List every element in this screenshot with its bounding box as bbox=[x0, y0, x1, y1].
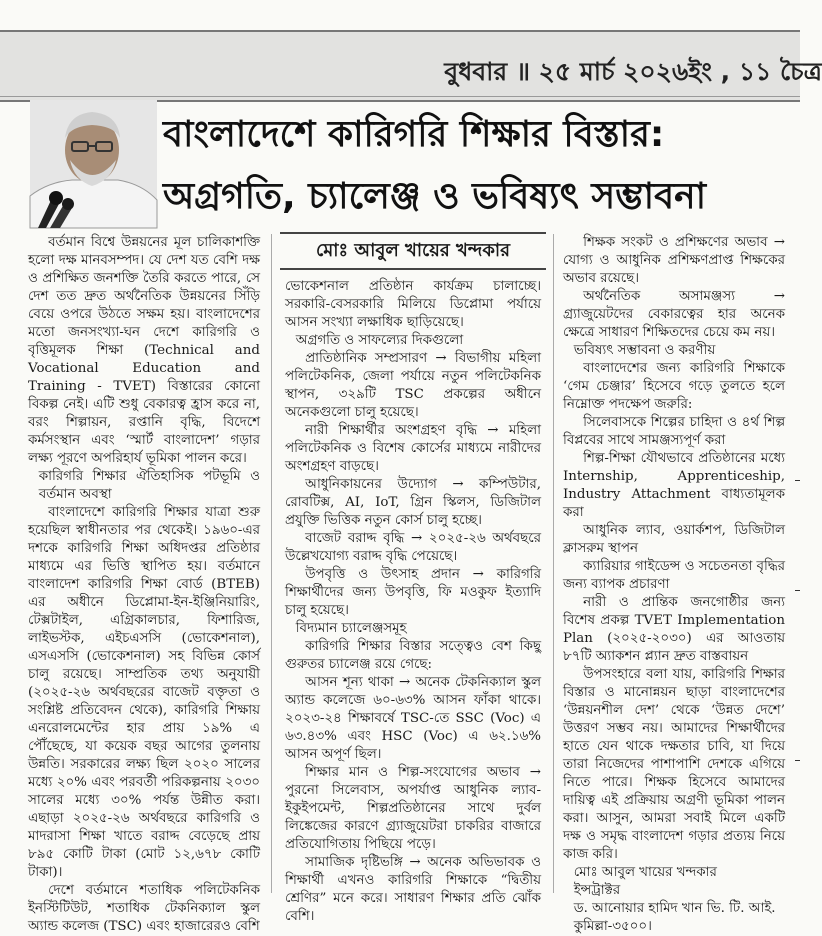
list-item: আধুনিক ল্যাব, ওয়ার্কশপ, ডিজিটাল ক্লাসরুম স্থাপন bbox=[563, 523, 785, 556]
author-portrait-image bbox=[30, 100, 157, 228]
paragraph: বাংলাদেশে কারিগরি শিক্ষার যাত্রা শুরু হয়েছিল স্বাধীনতার পর থেকেই। ১৯৬০-এর দশকে কারিগরি শিক্ষা অধিদপ্তর প্রতিষ্ঠার মাধ্যমে এর ভিত্তি স্থাপিত হয়। বর্তমানে বাংলাদেশ কারিগরি শিক্ষা বোর্ড (BTEB) এর অধীনে ডিপ্লোমা-ইন-ইঞ্জিনিয়ারিং, টেক্সটাইল, এগ্রিকালচার, ফিশারিজ, লাইভস্টক, এইচএসসি (ভোকেশনাল), এসএসসি (ভোকেশনাল) সহ বিভিন্ন কোর্স চালু রয়েছে। সাম্প্রতিক তথ্য অনুযায়ী (২০২৫-২৬ অর্থবছরের বাজেট বক্তৃতা ও সংশ্লিষ্ট প্রতিবেদন থেকে), কারিগরি শিক্ষায় এনরোলমেন্টের হার প্রায় ১৯% এ পৌঁছেছে, যা কয়েক বছর আগের তুলনায় উন্নতি। সরকারের লক্ষ্য ছিল ২০২০ সালের মধ্যে ২০% এবং পরবর্তী পরিকল্পনায় ২০৩০ সালের মধ্যে ৩০% পর্যন্ত উন্নীত করা। এছাড়া ২০২৫-২৬ অর্থবছরে কারিগরি ও মাদরাসা শিক্ষা খাতে বরাদ্দ বেড়েছে প্রায় ৮৯৫ কোটি টাকা (মোট ১২,৬৭৮ কোটি টাকা)। bbox=[28, 505, 260, 880]
section-subheading: অগ্রগতি ও সাফল্যের দিকগুলো bbox=[295, 333, 464, 348]
column-divider bbox=[553, 234, 554, 893]
list-item: সিলেবাসকে শিল্পের চাহিদা ও ৪র্থ শিল্প বিপ্লবের সাথে সামঞ্জস্যপূর্ণ করা bbox=[563, 415, 785, 448]
page-edge-mark bbox=[795, 480, 800, 481]
list-item: শিক্ষার মান ও শিল্প-সংযোগের অভাব → পুরনো সিলেবাস, অপর্যাপ্ত আধুনিক ল্যাব-ইকুইপমেন্ট, শিল্পপ্রতিষ্ঠানের সাথে দুর্বল লিঙ্কেজের কারণে গ্র্যাজুয়েটরা চাকরির বাজারে প্রতিযোগিতায় পিছিয়ে পড়ে। bbox=[285, 765, 541, 852]
paragraph: বর্তমান বিশ্বে উন্নয়নের মূল চালিকাশক্তি হলো দক্ষ মানবসম্পদ। যে দেশ যত বেশি দক্ষ ও প্রশিক্ষিত জনশক্তি তৈরি করতে পারে, সে দেশ তত দ্রুত অর্থনৈতিক উন্নয়নের সিঁড়ি বেয়ে ওপরে উঠতে সক্ষম হয়। বাংলাদেশের মতো জনসংখ্যা-ঘন দেশে কারিগরি ও বৃত্তিমূলক শিক্ষা (Technical and Vocational Education and Training - TVET) বিস্তারের কোনো বিকল্প নেই। এটি শুধু বেকারত্ব হ্রাস করে না, বরং শিল্পায়ন, রপ্তানি বৃদ্ধি, বিদেশে কর্মসংস্থান এবং ‘স্মার্ট বাংলাদেশ’ গড়ার লক্ষ্য পূরণে অপরিহার্য ভূমিকা পালন করে। bbox=[28, 235, 260, 466]
byline: মোঃ আবুল খায়ের খন্দকার bbox=[280, 232, 546, 270]
author-location: কুমিল্লা-৩৫০০। bbox=[573, 919, 652, 934]
article-column-3 bbox=[563, 234, 785, 934]
author-photo bbox=[30, 100, 157, 228]
article-column-2 bbox=[285, 278, 541, 924]
headline-line-2: অগ্রগতি, চ্যালেঞ্জ ও ভবিষ্যৎ সম্ভাবনা bbox=[163, 176, 707, 217]
masthead-rule bbox=[0, 96, 800, 97]
list-item: অর্থনৈতিক অসামঞ্জস্য → গ্র্যাজুয়েটদের বেকারত্বের হার অনেক ক্ষেত্রে সাধারণ শিক্ষিতদের চেয়ে কম নয়। bbox=[563, 289, 785, 340]
date-line: বুধবার ॥ ২৫ মার্চ ২০২৬ইং , ১১ চৈত্র bbox=[444, 57, 822, 86]
list-item: আধুনিকায়নের উদ্যোগ → কম্পিউটার, রোবটিক্স, AI, IoT, গ্রিন স্কিলস, ডিজিটাল প্রযুক্তি ভিত্তিক নতুন কোর্স চালু হচ্ছে। bbox=[285, 477, 541, 528]
paragraph: কারিগরি শিক্ষার বিস্তার সত্ত্বেও বেশ কিছু গুরুতর চ্যালেঞ্জ রয়ে গেছে: bbox=[285, 639, 541, 672]
paragraph: ভোকেশনাল প্রতিষ্ঠান কার্যক্রম চালাচ্ছে। সরকারি-বেসরকারি মিলিয়ে ডিপ্লোমা পর্যায়ে আসন সংখ্যা লক্ষাধিক ছাড়িয়েছে। bbox=[285, 279, 541, 330]
author-institution: ড. আনোয়ার হামিদ খান ভি. টি. আই. bbox=[573, 901, 776, 916]
section-subheading: ভবিষ্যৎ সম্ভাবনা ও করণীয় bbox=[573, 343, 716, 358]
headline bbox=[163, 104, 803, 228]
list-item: নারী ও প্রান্তিক জনগোষ্ঠীর জন্য বিশেষ প্রকল্প TVET Implementation Plan (২০২৫-২০৩০) এর আওতায় ৮৭টি অ্যাকশন প্ল্যান দ্রুত বাস্তবায়ন bbox=[563, 595, 785, 664]
paragraph: উপসংহারে বলা যায়, কারিগরি শিক্ষার বিস্তার ও মানোন্নয়ন ছাড়া বাংলাদেশের ‘উন্নয়নশীল দেশ’ থেকে ‘উন্নত দেশে’ উত্তরণ সম্ভব নয়। আমাদের শিক্ষার্থীদের হাতে যেন থাকে দক্ষতার চাবি, যা দিয়ে তারা নিজেদের পাশাপাশি দেশকে এগিয়ে নিতে পারে। শিক্ষক হিসেবে আমাদের দায়িত্ব এই প্রক্রিয়ায় অগ্রণী ভূমিকা পালন করা। আসুন, আমরা সবাই মিলে একটি দক্ষ ও সমৃদ্ধ বাংলাদেশ গড়ার প্রত্যয় নিয়ে কাজ করি। bbox=[563, 667, 785, 862]
list-item: আসন শূন্য থাকা → অনেক টেকনিক্যাল স্কুল অ্যান্ড কলেজে ৬০-৬৩% আসন ফাঁকা থাকে। ২০২৩-২৪ শিক্ষাবর্ষে TSC-তে SSC (Voc) এ ৬৩.৪৩% এবং HSC (Voc) এ ৬২.১৬% আসন অপূর্ণ ছিল। bbox=[285, 675, 541, 762]
paragraph: দেশে বর্তমানে শতাধিক পলিটেকনিক ইনস্টিটিউট, শতাধিক টেকনিক্যাল স্কুল অ্যান্ড কলেজ (TSC) এবং হাজারেরও বেশি bbox=[28, 883, 260, 934]
paragraph: বাংলাদেশের জন্য কারিগরি শিক্ষাকে ‘গেম চেঞ্জার’ হিসেবে গড়ে তুলতে হলে নিম্নোক্ত পদক্ষেপ জরুরি: bbox=[563, 361, 785, 412]
list-item: প্রাতিষ্ঠানিক সম্প্রসারণ → বিভাগীয় মহিলা পলিটেকনিক, জেলা পর্যায়ে নতুন পলিটেকনিক স্থাপন, ৩২৯টি TSC প্রকল্পের অধীনে অনেকগুলো চালু হয়েছে। bbox=[285, 351, 541, 420]
list-item: নারী শিক্ষার্থীর অংশগ্রহণ বৃদ্ধি → মহিলা পলিটেকনিক ও বিশেষ কোর্সের মাধ্যমে নারীদের অংশগ্রহণ বাড়ছে। bbox=[285, 423, 541, 474]
list-item: শিক্ষক সংকট ও প্রশিক্ষণের অভাব → যোগ্য ও আধুনিক প্রশিক্ষণপ্রাপ্ত শিক্ষকের অভাব রয়েছে। bbox=[563, 235, 785, 286]
list-item: উপবৃত্তি ও উৎসাহ প্রদান → কারিগরি শিক্ষার্থীদের জন্য উপবৃত্তি, ফি মওকুফ ইত্যাদি চালু হয়েছে। bbox=[285, 567, 541, 618]
list-item: বাজেট বরাদ্দ বৃদ্ধি → ২০২৫-২৬ অর্থবছরে উল্লেখযোগ্য বরাদ্দ বৃদ্ধি পেয়েছে। bbox=[285, 531, 541, 564]
page-edge-mark bbox=[795, 590, 800, 591]
page-edge-mark bbox=[795, 760, 800, 761]
section-subheading: কারিগরি শিক্ষার ঐতিহাসিক পটভূমি ও বর্তমান অবস্থা bbox=[38, 469, 260, 502]
author-signature-name: মোঃ আবুল খায়ের খন্দকার bbox=[573, 865, 717, 880]
article-column-1 bbox=[28, 234, 260, 934]
author-designation: ইন্সট্রাক্টর bbox=[573, 883, 621, 898]
column-divider bbox=[271, 234, 272, 893]
list-item: সামাজিক দৃষ্টিভঙ্গি → অনেক অভিভাবক ও শিক্ষার্থী এখনও কারিগরি শিক্ষাকে “দ্বিতীয় শ্রেণির” মনে করে। সাধারণ শিক্ষার প্রতি ঝোঁক বেশি। bbox=[285, 855, 541, 924]
section-subheading: বিদ্যমান চ্যালেঞ্জসমূহ bbox=[295, 621, 407, 636]
headline-line-1: বাংলাদেশে কারিগরি শিক্ষার বিস্তার: bbox=[163, 114, 665, 155]
list-item: শিল্প-শিক্ষা যৌথভাবে প্রতিষ্ঠানের মধ্যে Internship, Apprenticeship, Industry Attachment বাধ্যতামূলক করা bbox=[563, 451, 785, 520]
list-item: ক্যারিয়ার গাইডেন্স ও সচেতনতা বৃদ্ধির জন্য ব্যাপক প্রচারণা bbox=[563, 559, 785, 592]
